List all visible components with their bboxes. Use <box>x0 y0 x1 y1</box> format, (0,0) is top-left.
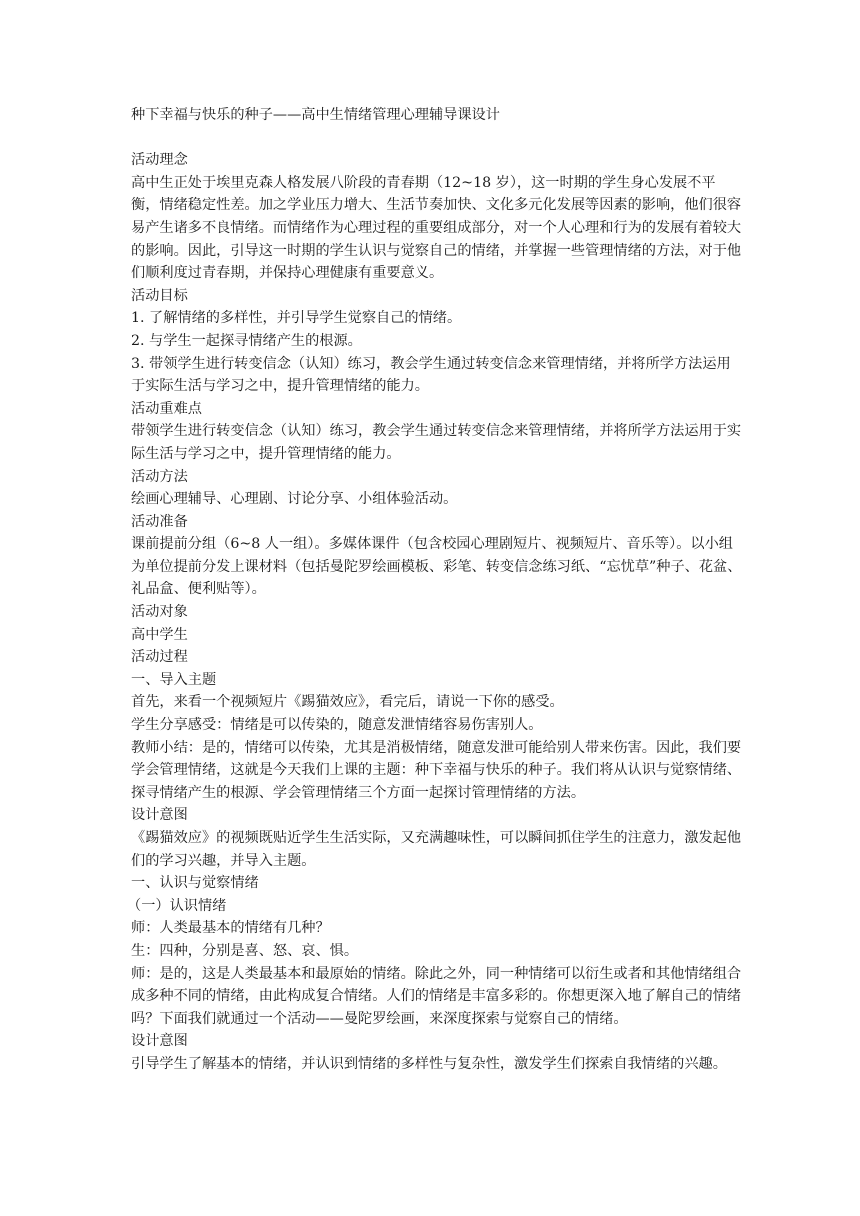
document-title: 种下幸福与快乐的种子——高中生情绪管理心理辅导课设计 <box>131 107 500 123</box>
paragraph: 教师小结：是的，情绪可以传染，尤其是消极情绪，随意发泄可能给别人带来伤害。因此，我们要学会管理情绪，这就是今天我们上课的主题：种下幸福与快乐的种子。我们将从认识与觉察情绪、探寻情绪产生的根源、学会管理情绪三个方面一起探讨管理情绪的方法。 <box>131 739 742 801</box>
paragraph: 师：人类最基本的情绪有几种？ <box>131 920 330 937</box>
paragraph: 高中学生 <box>131 626 188 643</box>
section-heading: （一）认识情绪 <box>127 897 227 914</box>
paragraph: 学生分享感受：情绪是可以传染的，随意发泄情绪容易伤害别人。 <box>131 717 543 734</box>
section-heading: 活动过程 <box>131 649 188 666</box>
section-heading: 一、认识与觉察情绪 <box>131 875 259 892</box>
section-heading: 活动方法 <box>131 468 188 485</box>
section-heading: 活动准备 <box>131 513 188 530</box>
paragraph: 绘画心理辅导、心理剧、讨论分享、小组体验活动。 <box>131 491 458 508</box>
document-page <box>127 104 743 1076</box>
paragraph: 《踢猫效应》的视频既贴近学生生活实际，又充满趣味性，可以瞬间抓住学生的注意力，激发起他们的学习兴趣，并导入主题。 <box>131 830 742 869</box>
section-heading: 活动理念 <box>131 152 188 169</box>
section-heading: 活动目标 <box>131 287 188 304</box>
section-heading: 设计意图 <box>131 1033 188 1050</box>
paragraph: 引导学生了解基本的情绪，并认识到情绪的多样性与复杂性，激发学生们探索自我情绪的兴趣。 <box>131 1055 727 1072</box>
paragraph: 带领学生进行转变信念（认知）练习，教会学生通过转变信念来管理情绪，并将所学方法运用于实际生活与学习之中，提升管理情绪的能力。 <box>131 423 742 462</box>
section-heading: 设计意图 <box>131 807 188 824</box>
section-heading: 活动对象 <box>131 604 188 621</box>
paragraph: 首先，来看一个视频短片《踢猫效应》，看完后，请说一下你的感受。 <box>131 694 564 711</box>
document-body <box>127 149 743 1075</box>
section-heading: 活动重难点 <box>131 400 202 417</box>
paragraph: 3. 带领学生进行转变信念（认知）练习，教会学生通过转变信念来管理情绪，并将所学方法运用于实际生活与学习之中，提升管理情绪的能力。 <box>131 355 731 395</box>
section-heading: 一、导入主题 <box>131 671 217 688</box>
paragraph: 1. 了解情绪的多样性，并引导学生觉察自己的情绪。 <box>131 310 462 327</box>
paragraph: 课前提前分组（6~8 人一组）。多媒体课件（包含校园心理剧短片、视频短片、音乐等）。以小组为单位提前分发上课材料（包括曼陀罗绘画模板、彩笔、转变信念练习纸、“忘忧草”种子、花盆、礼品盒、便利贴等）。 <box>131 536 742 598</box>
paragraph: 2. 与学生一起探寻情绪产生的根源。 <box>131 332 362 349</box>
paragraph: 生：四种，分别是喜、怒、哀、惧。 <box>131 942 359 959</box>
paragraph: 高中生正处于埃里克森人格发展八阶段的青春期（12~18 岁），这一时期的学生身心发展不平衡，情绪稳定性差。加之学业压力增大、生活节奏加快、文化多元化发展等因素的影响，他们很容易产生诸多不良情绪。而情绪作为心理过程的重要组成部分，对一个人心理和行为的发展有着较大的影响。因此，引导这一时期的学生认识与觉察自己的情绪，并掌握一些管理情绪的方法，对于他们顺利度过青春期，并保持心理健康有重要意义。 <box>131 174 742 282</box>
paragraph: 师：是的，这是人类最基本和最原始的情绪。除此之外，同一种情绪可以衍生或者和其他情绪组合成多种不同的情绪，由此构成复合情绪。人们的情绪是丰富多彩的。你想更深入地了解自己的情绪吗？下面我们就通过一个活动——曼陀罗绘画，来深度探索与觉察自己的情绪。 <box>131 965 742 1027</box>
